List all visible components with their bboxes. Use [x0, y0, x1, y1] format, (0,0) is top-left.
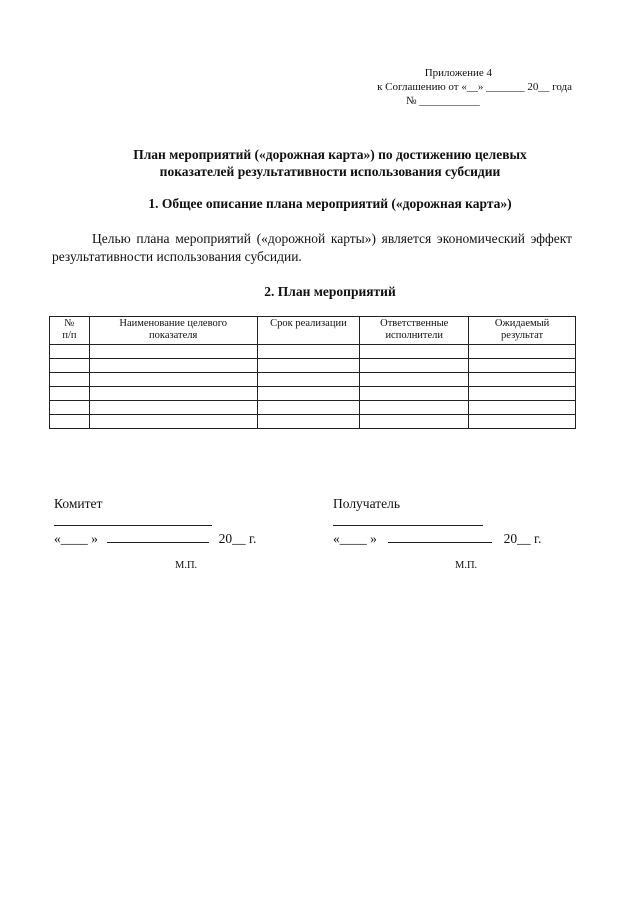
document-title-line-2: показателей результативности использования субсидии	[159, 164, 501, 179]
table-row	[50, 415, 576, 429]
appendix-number: Приложение 4	[424, 67, 492, 79]
header-indicator-name: Наименование целевого показателя	[89, 317, 257, 345]
header-responsible: Ответственные исполнители	[360, 317, 469, 345]
signature-committee-title: Комитет	[54, 496, 103, 511]
appendix-reference	[340, 66, 572, 108]
table-row	[50, 373, 576, 387]
section-1-text: Целью плана мероприятий («дорожной карты») является экономический эффект результативности использования субсидии.	[52, 231, 572, 264]
signature-recipient-date: «____ » 20__ г.	[333, 531, 542, 546]
section-1-heading: 1. Общее описание плана мероприятий («дорожная карта»)	[148, 196, 512, 211]
document-title-line-1: План мероприятий («дорожная карта») по достижению целевых	[133, 147, 527, 162]
table-row	[50, 387, 576, 401]
date-blank	[388, 530, 492, 543]
document-title	[60, 146, 600, 180]
signature-committee-stamp: М.П.	[175, 560, 198, 571]
agreement-reference: к Соглашению от «__» _______ 20__ года	[377, 81, 572, 93]
signature-recipient-line	[333, 525, 483, 526]
agreement-number: № ___________	[406, 95, 480, 107]
table-row	[50, 359, 576, 373]
signature-committee-date: «____ » 20__ г.	[54, 531, 257, 546]
signature-committee-line	[54, 525, 212, 526]
table-row	[50, 345, 576, 359]
signature-recipient-title: Получатель	[333, 496, 401, 511]
header-deadline: Срок реализации	[257, 317, 360, 345]
table-row	[50, 401, 576, 415]
section-2-heading: 2. План мероприятий	[264, 284, 396, 299]
table-header-row	[50, 317, 576, 345]
plan-table	[49, 316, 576, 429]
header-number: № п/п	[50, 317, 90, 345]
signature-recipient-stamp: М.П.	[455, 560, 478, 571]
header-expected-result: Ожидаемый результат	[469, 317, 576, 345]
date-blank	[107, 530, 209, 543]
